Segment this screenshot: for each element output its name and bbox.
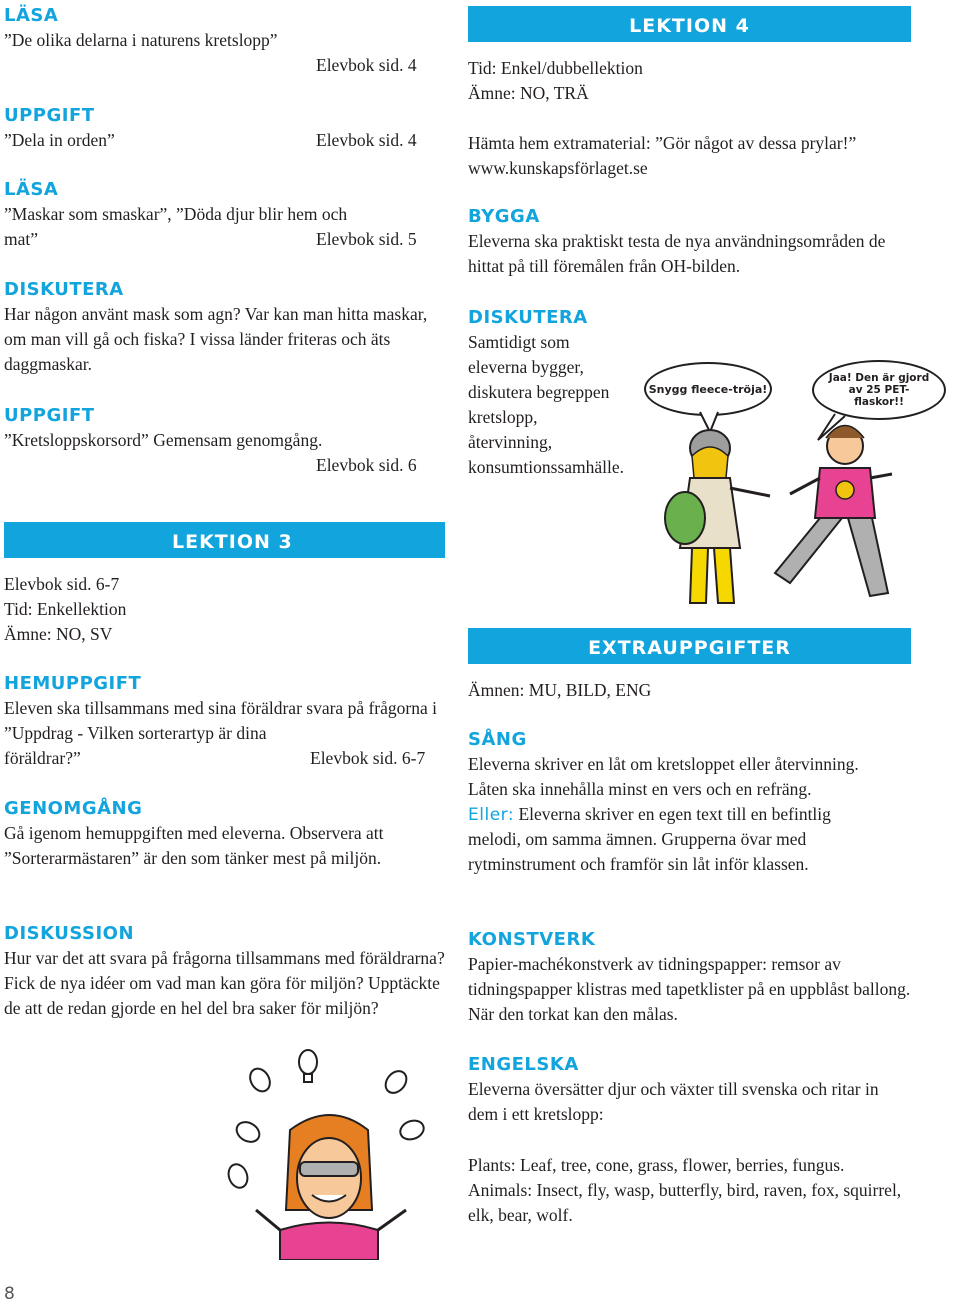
diskussion-text: Hur var det att svara på frågorna tillsammans med föräldrarna? Fick de nya idéer om vad man kan göra för miljön? Upptäckte de att de redan gjorde en hel del bra saker för miljön? <box>4 948 445 1018</box>
section-genomgang <box>4 797 444 871</box>
sang-alternative <box>468 802 888 877</box>
hemuppgift-last-line <box>4 746 449 771</box>
section-hemuppgift <box>4 672 449 771</box>
heading-sang: SÅNG <box>468 729 527 750</box>
hemuppgift-text-end: föräldrar?” <box>4 748 81 768</box>
heading-uppgift: UPPGIFT <box>4 105 95 126</box>
heading-genomgang: GENOMGÅNG <box>4 798 143 819</box>
section-diskutera <box>4 278 444 377</box>
section-uppgift-1 <box>4 104 449 153</box>
task-title: ”Dela in orden” <box>4 130 115 150</box>
extramaterial-note <box>468 131 898 181</box>
heading-konstverk: KONSTVERK <box>468 929 596 950</box>
extrauppgifter-band: EXTRAUPPGIFTER <box>468 628 911 664</box>
reading-line <box>4 227 449 252</box>
extramaterial-text: Hämta hem extramaterial: ”Gör något av dessa prylar!” www.kunskapsförlaget.se <box>468 133 857 178</box>
lesson-subjects: Ämne: NO, SV <box>4 624 113 644</box>
heading-engelska: ENGELSKA <box>468 1054 579 1075</box>
heading-diskussion: DISKUSSION <box>4 923 135 944</box>
lektion-3-band <box>4 522 445 558</box>
section-lasa-1 <box>4 4 449 78</box>
reading-title: ”De olika delarna i naturens kretslopp” <box>4 30 278 50</box>
diskutera-text: Samtidigt som eleverna bygger, diskutera begreppen kretslopp, återvinning, konsumtionssamhälle. <box>468 332 625 477</box>
extra-subjects-text: Ämnen: MU, BILD, ENG <box>468 680 652 700</box>
heading-diskutera: DISKUTERA <box>4 279 124 300</box>
eller-text: Eleverna skriver en egen text till en befintlig melodi, om samma ämnen. Grupperna övar med rytminstrument och framför sin låt inför klassen. <box>468 804 831 874</box>
engelska-text: Eleverna översätter djur och växter till svenska och ritar in dem i ett kretslopp: <box>468 1079 879 1124</box>
page-number: 8 <box>4 1284 15 1304</box>
bygga-text: Eleverna ska praktiskt testa de nya användningsområden de hittat på till föremålen från OH-bilden. <box>468 231 886 276</box>
eller-label: Eller: <box>468 805 515 825</box>
reading-title-end: mat” <box>4 229 39 249</box>
task-line <box>4 128 449 153</box>
lektion-4-meta <box>468 56 918 106</box>
section-uppgift-2 <box>4 404 449 478</box>
elevbok-ref: Elevbok sid. 6 <box>316 455 417 475</box>
speech-bubble-text: Jaa! Den är gjord av 25 PET-flaskor!! <box>828 372 930 408</box>
animals-list: Animals: Insect, fly, wasp, butterfly, bird, raven, fox, squirrel, elk, bear, wolf. <box>468 1180 902 1225</box>
heading-lasa: LÄSA <box>4 179 59 200</box>
section-bygga <box>468 205 908 279</box>
elevbok-ref: Elevbok sid. 6-7 <box>310 748 426 768</box>
extra-subjects <box>468 678 913 703</box>
lesson-time: Tid: Enkellektion <box>4 599 127 619</box>
genomgang-text: Gå igenom hemuppgiften med eleverna. Observera att ”Sorterarmästaren” är den som tänker mest på miljön. <box>4 823 384 868</box>
elevbok-ref: Elevbok sid. 6-7 <box>4 574 120 594</box>
section-diskussion <box>4 922 449 1021</box>
section-konstverk <box>468 928 913 1027</box>
konstverk-text: Papier-machékonstverk av tidningspapper: remsor av tidningspapper klistras med tapetklister på en uppblåst ballong. När den torkat kan den målas. <box>468 954 911 1024</box>
section-lasa-2 <box>4 178 449 252</box>
discussion-text: Har någon använt mask som agn? Var kan man hitta maskar, om man vill gå och fiska? I vissa länder friteras och äts daggmaskar. <box>4 304 428 374</box>
juggling-lightbulbs-illustration <box>200 1040 440 1260</box>
two-kids-fleece-illustration <box>630 408 930 608</box>
reading-title: ”Maskar som smaskar”, ”Döda djur blir hem och <box>4 204 348 224</box>
plants-list: Plants: Leaf, tree, cone, grass, flower, berries, fungus. <box>468 1155 845 1175</box>
heading-bygga: BYGGA <box>468 206 540 227</box>
section-engelska <box>468 1053 908 1127</box>
heading-diskutera: DISKUTERA <box>468 307 588 328</box>
lektion-3-title: LEKTION 3 <box>172 531 293 553</box>
vocabulary-list <box>468 1153 913 1228</box>
heading-lasa: LÄSA <box>4 5 59 26</box>
lektion-4-band: LEKTION 4 <box>468 6 911 42</box>
elevbok-ref: Elevbok sid. 5 <box>316 229 417 249</box>
heading-hemuppgift: HEMUPPGIFT <box>4 673 142 694</box>
lektion-3-meta <box>4 572 449 647</box>
elevbok-ref: Elevbok sid. 4 <box>316 130 417 150</box>
heading-uppgift: UPPGIFT <box>4 405 95 426</box>
sang-text: Eleverna skriver en låt om kretsloppet eller återvinning. Låten ska innehålla minst en vers och en refräng. <box>468 754 859 799</box>
lesson-subjects: Ämne: NO, TRÄ <box>468 83 589 103</box>
section-diskutera-l4 <box>468 306 625 480</box>
speech-bubble-text: Snygg fleece-tröja! <box>648 382 768 396</box>
section-sang <box>468 728 888 877</box>
lesson-time: Tid: Enkel/dubbellektion <box>468 58 643 78</box>
hemuppgift-text: Eleven ska tillsammans med sina föräldrar svara på frågorna i ”Uppdrag - Vilken sorterartyp är dina <box>4 698 437 743</box>
elevbok-ref: Elevbok sid. 4 <box>316 55 417 75</box>
task-title: ”Kretsloppskorsord” Gemensam genomgång. <box>4 430 323 450</box>
